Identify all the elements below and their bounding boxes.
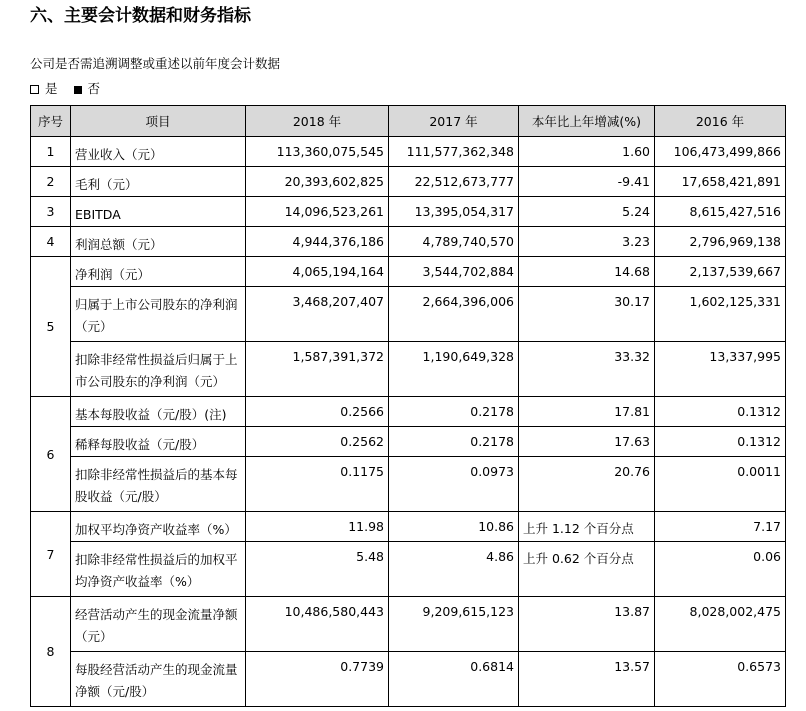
change-cell: 5.24: [519, 197, 655, 227]
value-2017-cell: 0.2178: [389, 427, 519, 457]
change-cell: 3.23: [519, 227, 655, 257]
row-index: 3: [31, 197, 71, 227]
checkbox-filled-icon: [74, 86, 82, 94]
value-2017-cell: 3,544,702,884: [389, 257, 519, 287]
table-row: [31, 287, 786, 342]
row-index: 2: [31, 167, 71, 197]
value-2017-cell: 10.86: [389, 512, 519, 542]
value-2018-cell: 0.2562: [246, 427, 389, 457]
value-2016-cell: 0.0011: [655, 457, 786, 512]
table-row: [31, 227, 786, 257]
table-row: [31, 137, 786, 167]
value-2017-cell: 4,789,740,570: [389, 227, 519, 257]
change-cell: 13.87: [519, 597, 655, 652]
row-index: 6: [31, 397, 71, 512]
value-2016-cell: 0.6573: [655, 652, 786, 707]
value-2017-cell: 1,190,649,328: [389, 342, 519, 397]
value-2016-cell: 2,137,539,667: [655, 257, 786, 287]
value-2016-cell: 0.06: [655, 542, 786, 597]
section-title: 六、主要会计数据和财务指标: [30, 6, 251, 26]
value-2017-cell: 2,664,396,006: [389, 287, 519, 342]
value-2016-cell: 8,615,427,516: [655, 197, 786, 227]
checkbox-empty-icon: [30, 85, 39, 94]
value-2018-cell: 0.2566: [246, 397, 389, 427]
value-2017-cell: 13,395,054,317: [389, 197, 519, 227]
value-2016-cell: 106,473,499,866: [655, 137, 786, 167]
value-2017-cell: 4.86: [389, 542, 519, 597]
row-index: 1: [31, 137, 71, 167]
value-2017-cell: 0.6814: [389, 652, 519, 707]
table-row: [31, 257, 786, 287]
item-cell: 稀释每股收益（元/股）: [71, 427, 246, 457]
choice-yes-label: 是: [45, 81, 58, 96]
change-cell: 1.60: [519, 137, 655, 167]
table-row: [31, 397, 786, 427]
table-row: [31, 167, 786, 197]
table-row: [31, 457, 786, 512]
value-2018-cell: 113,360,075,545: [246, 137, 389, 167]
table-row: [31, 512, 786, 542]
change-cell: 30.17: [519, 287, 655, 342]
value-2017-cell: 22,512,673,777: [389, 167, 519, 197]
table-row: [31, 652, 786, 707]
header-2018: 2018 年: [246, 106, 389, 137]
value-2017-cell: 9,209,615,123: [389, 597, 519, 652]
value-2018-cell: 0.1175: [246, 457, 389, 512]
item-cell: 毛利（元）: [71, 167, 246, 197]
restate-choice: [30, 80, 112, 98]
row-index: 4: [31, 227, 71, 257]
value-2018-cell: 5.48: [246, 542, 389, 597]
header-change: 本年比上年增减(%): [519, 106, 655, 137]
header-item: 项目: [71, 106, 246, 137]
row-index: 8: [31, 597, 71, 707]
item-cell: 利润总额（元）: [71, 227, 246, 257]
table-row: [31, 597, 786, 652]
item-cell: EBITDA: [71, 197, 246, 227]
change-cell: 14.68: [519, 257, 655, 287]
value-2016-cell: 13,337,995: [655, 342, 786, 397]
item-cell: 归属于上市公司股东的净利润（元）: [71, 287, 246, 342]
choice-no-label: 否: [87, 81, 101, 96]
value-2018-cell: 20,393,602,825: [246, 167, 389, 197]
value-2018-cell: 3,468,207,407: [246, 287, 389, 342]
item-cell: 每股经营活动产生的现金流量净额（元/股）: [71, 652, 246, 707]
restate-question: 公司是否需追溯调整或重述以前年度会计数据: [30, 56, 281, 71]
header-2017: 2017 年: [389, 106, 519, 137]
value-2017-cell: 0.0973: [389, 457, 519, 512]
change-cell: 上升 1.12 个百分点: [519, 512, 655, 542]
value-2016-cell: 0.1312: [655, 397, 786, 427]
table-row: [31, 197, 786, 227]
item-cell: 经营活动产生的现金流量净额（元）: [71, 597, 246, 652]
header-index: 序号: [31, 106, 71, 137]
value-2018-cell: 14,096,523,261: [246, 197, 389, 227]
item-cell: 加权平均净资产收益率（%）: [71, 512, 246, 542]
item-cell: 营业收入（元）: [71, 137, 246, 167]
item-cell: 扣除非经常性损益后的基本每股收益（元/股）: [71, 457, 246, 512]
value-2016-cell: 0.1312: [655, 427, 786, 457]
table-header-row: [31, 106, 786, 137]
item-cell: 扣除非经常性损益后归属于上市公司股东的净利润（元）: [71, 342, 246, 397]
change-cell: 上升 0.62 个百分点: [519, 542, 655, 597]
value-2016-cell: 1,602,125,331: [655, 287, 786, 342]
row-index: 5: [31, 257, 71, 397]
item-cell: 基本每股收益（元/股）(注): [71, 397, 246, 427]
value-2018-cell: 4,065,194,164: [246, 257, 389, 287]
choice-no[interactable]: [74, 81, 107, 96]
financial-indicators-table: [30, 105, 786, 707]
change-cell: 17.81: [519, 397, 655, 427]
change-cell: -9.41: [519, 167, 655, 197]
change-cell: 13.57: [519, 652, 655, 707]
table-row: [31, 342, 786, 397]
value-2016-cell: 2,796,969,138: [655, 227, 786, 257]
value-2018-cell: 10,486,580,443: [246, 597, 389, 652]
value-2018-cell: 4,944,376,186: [246, 227, 389, 257]
value-2017-cell: 0.2178: [389, 397, 519, 427]
change-cell: 20.76: [519, 457, 655, 512]
item-cell: 净利润（元）: [71, 257, 246, 287]
header-2016: 2016 年: [655, 106, 786, 137]
item-cell: 扣除非经常性损益后的加权平均净资产收益率（%）: [71, 542, 246, 597]
table-row: [31, 542, 786, 597]
value-2016-cell: 17,658,421,891: [655, 167, 786, 197]
table-row: [31, 427, 786, 457]
value-2018-cell: 11.98: [246, 512, 389, 542]
change-cell: 17.63: [519, 427, 655, 457]
value-2016-cell: 7.17: [655, 512, 786, 542]
value-2018-cell: 1,587,391,372: [246, 342, 389, 397]
value-2017-cell: 111,577,362,348: [389, 137, 519, 167]
row-index: 7: [31, 512, 71, 597]
value-2018-cell: 0.7739: [246, 652, 389, 707]
value-2016-cell: 8,028,002,475: [655, 597, 786, 652]
choice-yes[interactable]: [30, 81, 64, 96]
change-cell: 33.32: [519, 342, 655, 397]
